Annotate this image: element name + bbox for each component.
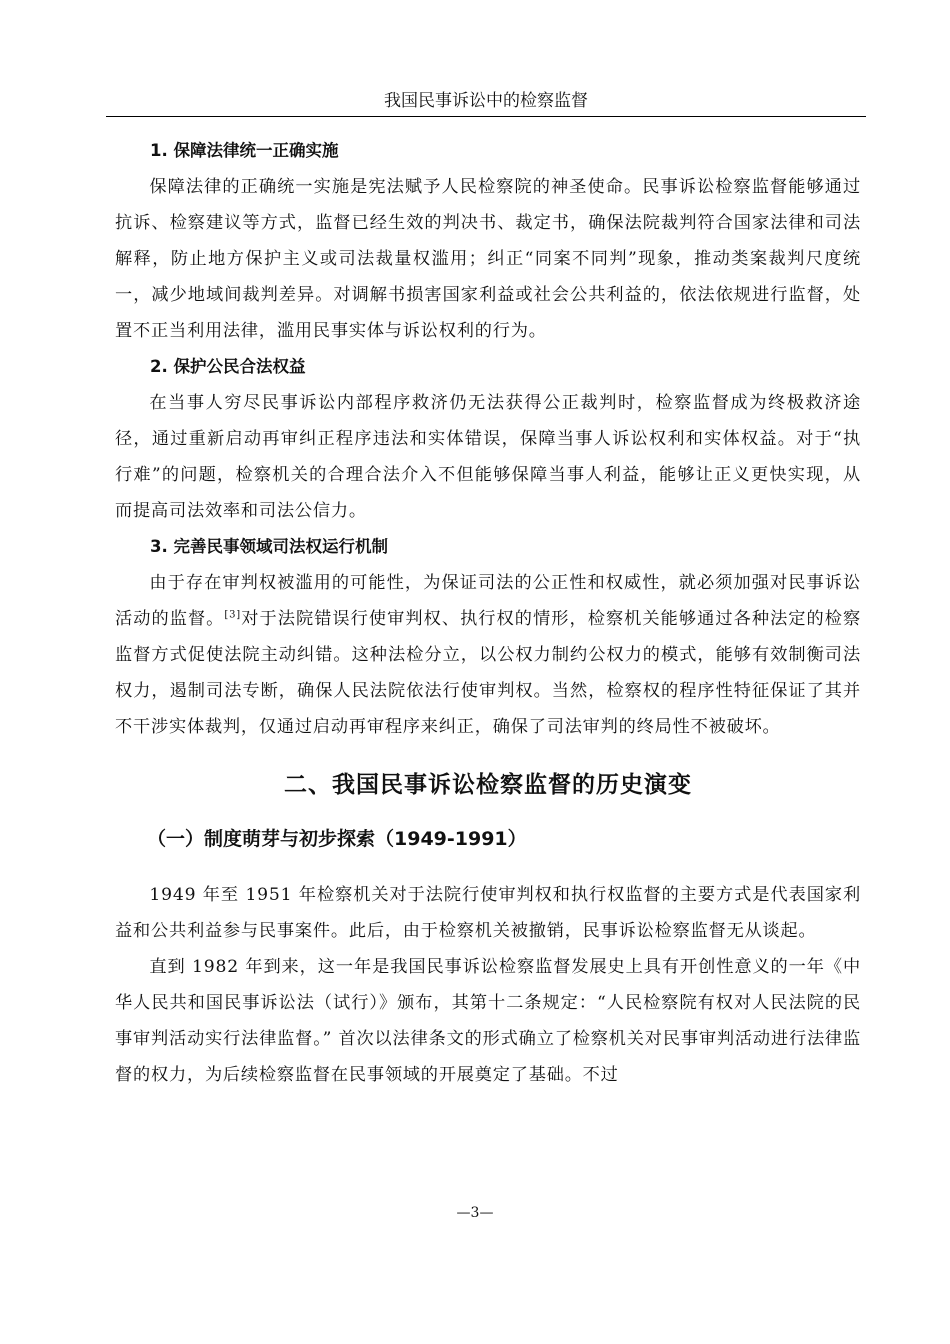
subheading-3: 3. 完善民事领域司法权运行机制 [150, 537, 388, 556]
chapter-title: 二、我国民事诉讼检察监督的历史演变 [284, 772, 692, 798]
paragraph-3-part-1: 由于存在审判权被滥用的可能性，为保证司法的公正性和权威性，就必须加强对民事诉讼活动的监督。 [115, 573, 861, 629]
paragraph-3 [115, 565, 861, 745]
paragraph-2: 在当事人穷尽民事诉讼内部程序救济仍无法获得公正裁判时，检察监督成为终极救济途径，通过重新启动再审纠正程序违法和实体错误，保障当事人诉讼权利和实体权益。对于“执行难”的问题，检察机关的合理合法介入不但能够保障当事人利益，能够让正义更快实现，从而提高司法效率和司法公信力。 [115, 393, 861, 521]
paragraph-5: 直到 1982 年到来，这一年是我国民事诉讼检察监督发展史上具有开创性意义的一年《中华人民共和国民事诉讼法（试行）》颁布，其第十二条规定：“人民检察院有权对人民法院的民事审判活动实行法律监督。” 首次以法律条文的形式确立了检察机关对民事审判活动进行法律监督的权力，为后续检察监督在民事领域的开展奠定了基础。不过 [115, 957, 861, 1085]
paragraph-4: 1949 年至 1951 年检察机关对于法院行使审判权和执行权监督的主要方式是代表国家利益和公共利益参与民事案件。此后，由于检察机关被撤销，民事诉讼检察监督无从谈起。 [115, 885, 861, 941]
paragraph-1: 保障法律的正确统一实施是宪法赋予人民检察院的神圣使命。民事诉讼检察监督能够通过抗诉、检察建议等方式，监督已经生效的判决书、裁定书，确保法院裁判符合国家法律和司法解释，防止地方保护主义或司法裁量权滥用；纠正“同案不同判”现象，推动类案裁判尺度统一，减少地域间裁判差异。对调解书损害国家利益或社会公共利益的，依法依规进行监督，处置不正当利用法律，滥用民事实体与诉讼权利的行为。 [115, 177, 861, 341]
subheading-2: 2. 保护公民合法权益 [150, 357, 306, 376]
page-body [115, 133, 861, 1093]
running-header: 我国民事诉讼中的检察监督 [106, 88, 866, 117]
paragraph-3-part-2: 对于法院错误行使审判权、执行权的情形，检察机关能够通过各种法定的检察监督方式促使法院主动纠错。这种法检分立，以公权力制约公权力的模式，能够有效制衡司法权力，遏制司法专断，确保人民法院依法行使审判权。当然，检察权的程序性特征保证了其并不干涉实体裁判，仅通过启动再审程序来纠正，确保了司法审判的终局性不被破坏。 [115, 609, 861, 737]
citation-ref: [3] [224, 609, 241, 621]
page-number: —3— [456, 1205, 494, 1221]
section-title: （一）制度萌芽与初步探索（1949-1991） [147, 828, 527, 850]
subheading-1: 1. 保障法律统一正确实施 [150, 141, 339, 160]
